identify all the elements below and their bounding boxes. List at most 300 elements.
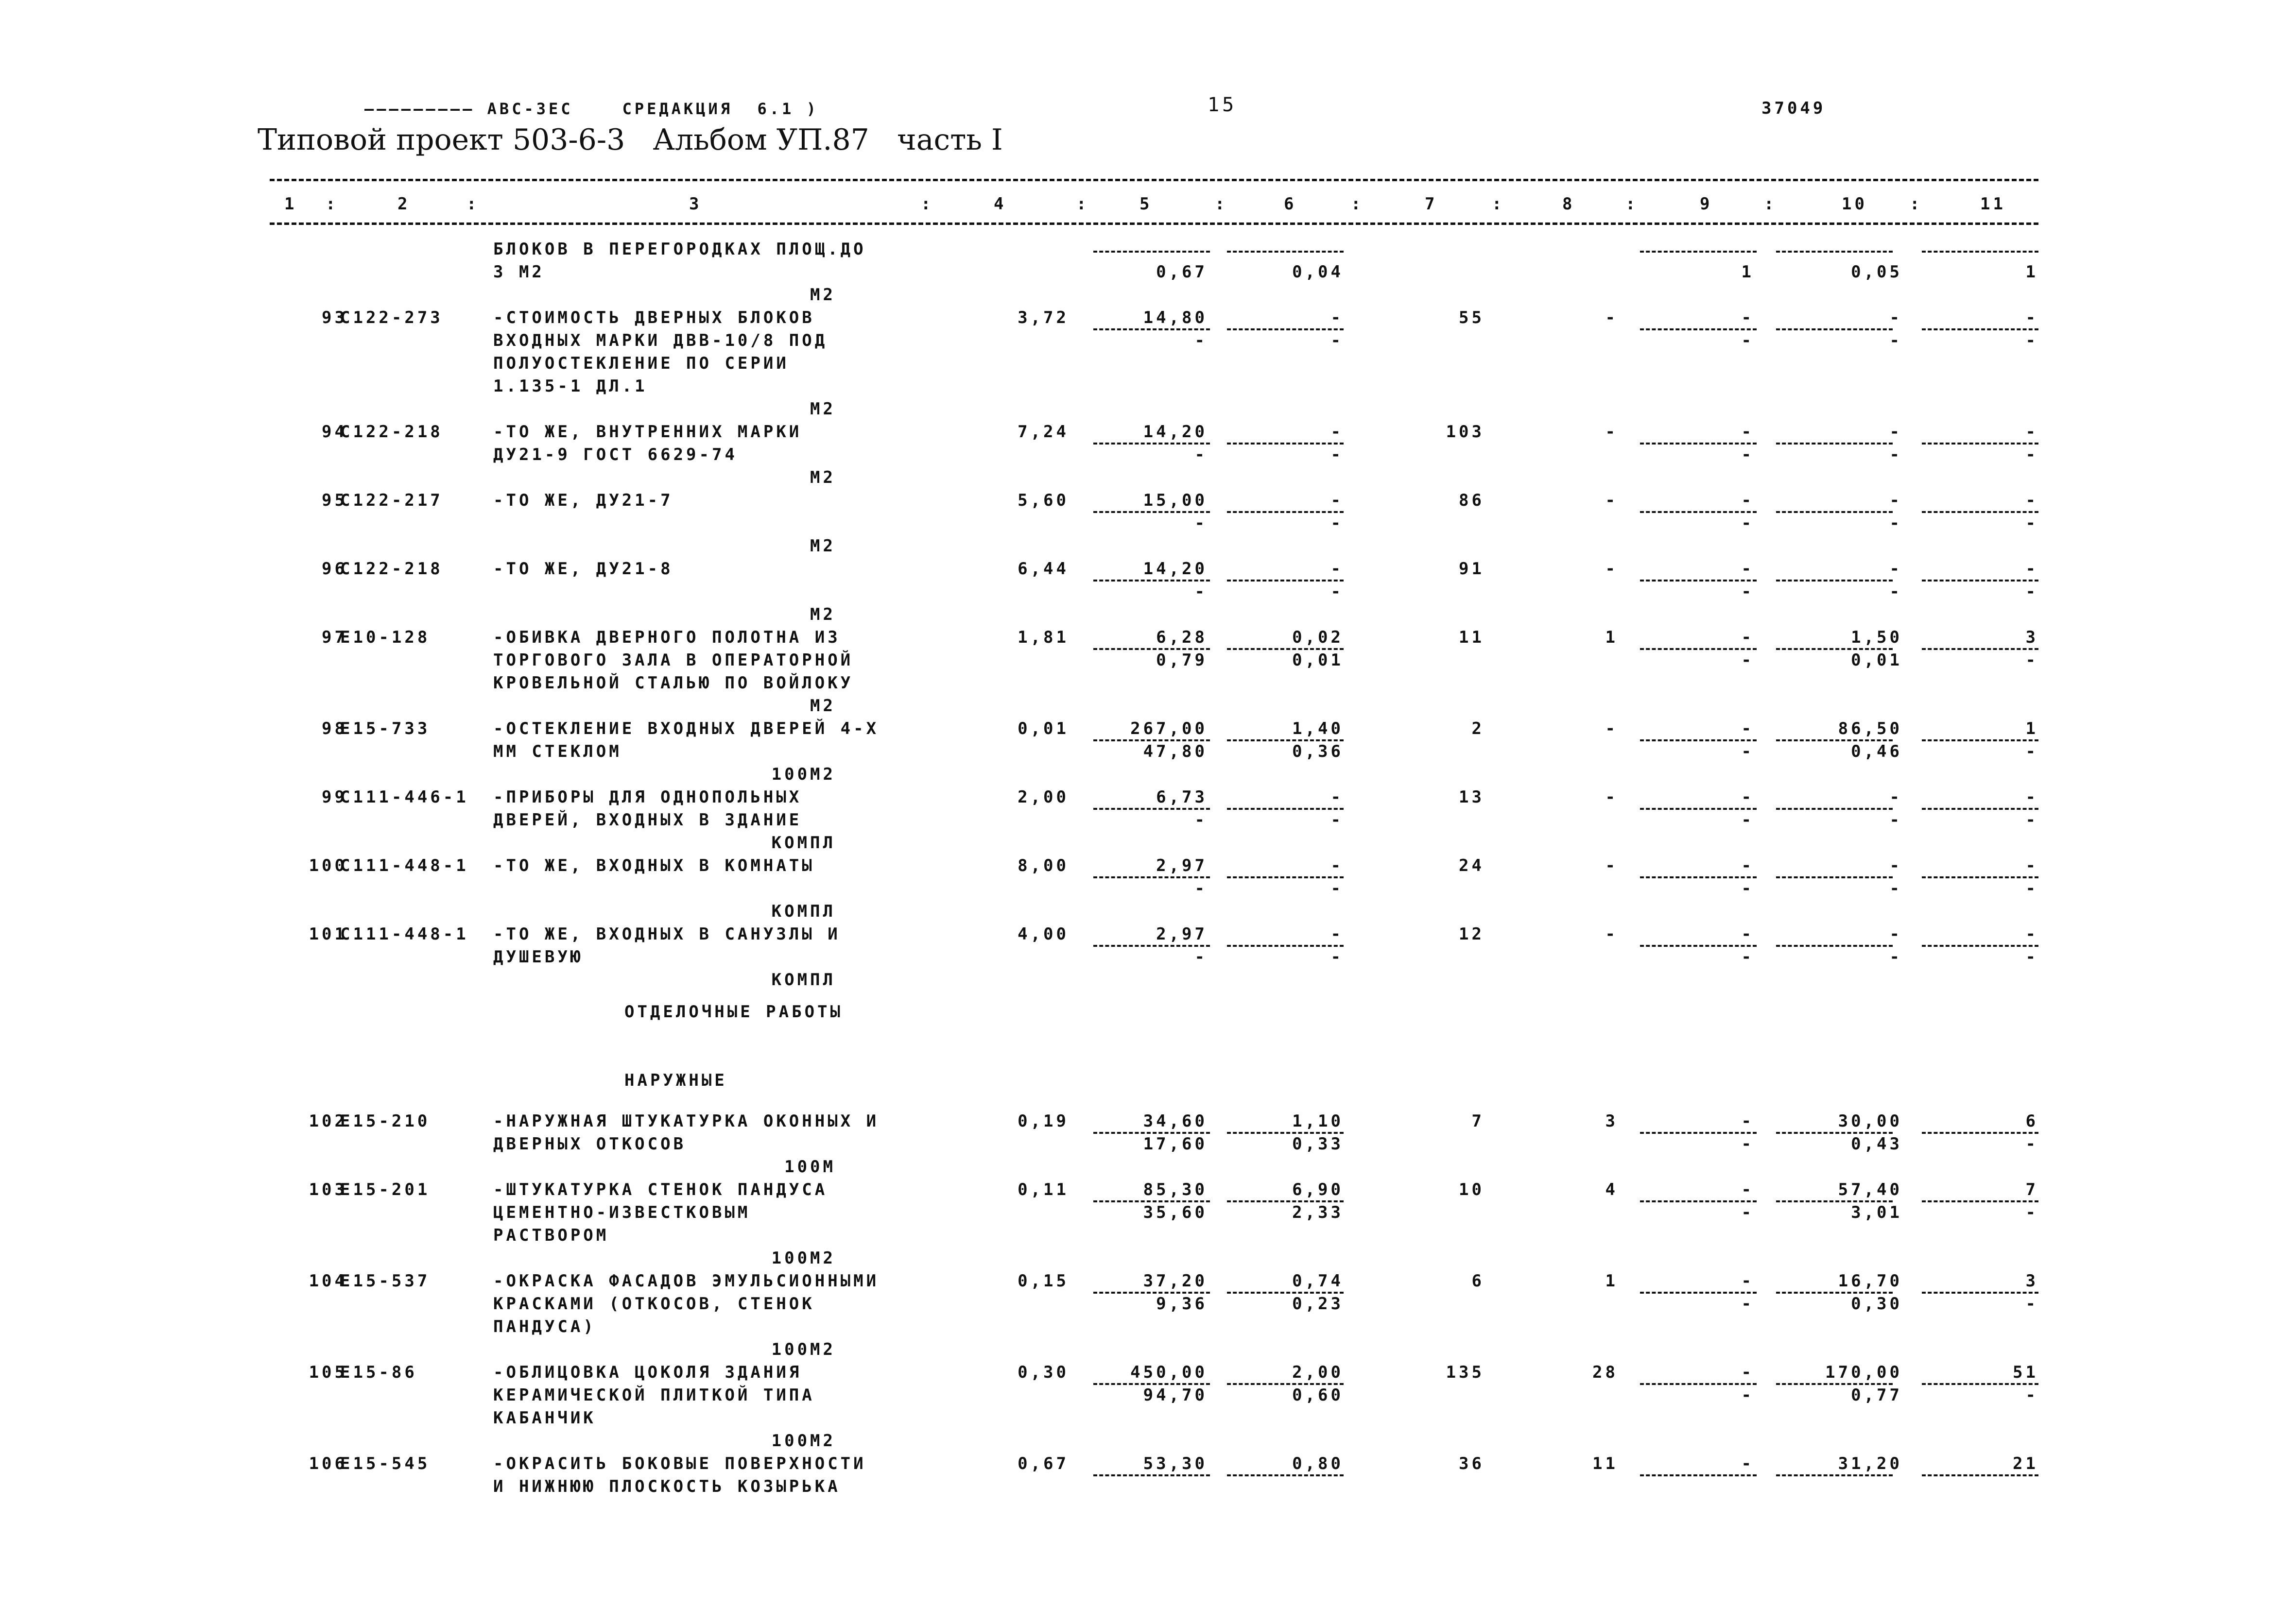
- cell-c10: -: [1889, 308, 1902, 327]
- column-header-3: 3: [689, 194, 702, 214]
- section-title: ОТДЕЛОЧНЫЕ РАБОТЫ: [624, 1002, 843, 1022]
- subtotal-rule: [1776, 1474, 1893, 1476]
- cell-c6-second: -: [1330, 810, 1344, 830]
- cell-c9-second: -: [1741, 1294, 1754, 1314]
- cell-c7: 2: [1471, 719, 1485, 738]
- cell-c7: 135: [1446, 1363, 1485, 1383]
- subtotal-rule: [1922, 876, 2038, 878]
- cell-c5-second: 17,60: [1143, 1134, 1208, 1154]
- cell-c11-second: -: [2025, 1294, 2038, 1314]
- subtotal-rule: [1093, 808, 1210, 810]
- column-header-4: 4: [994, 194, 1007, 214]
- cell-c11-second: -: [2025, 1134, 2038, 1154]
- rate-code: С122-273: [340, 308, 443, 327]
- subtotal-rule: [1227, 580, 1344, 581]
- cell-c5: 267,00: [1130, 719, 1208, 738]
- cell-c6-second: 0,60: [1292, 1385, 1344, 1405]
- cell-c10: -: [1889, 856, 1902, 875]
- cell-c6-second: 2,33: [1292, 1203, 1344, 1223]
- cell-c8: -: [1605, 308, 1618, 327]
- cell-c10: 31,20: [1838, 1454, 1902, 1474]
- cell-c11-second: -: [2025, 513, 2038, 533]
- project-title: Типовой проект 503-6-3 Альбом УП.87 часть I: [258, 123, 1003, 157]
- subtotal-rule: [1227, 1292, 1344, 1294]
- cell-c8: 28: [1592, 1363, 1618, 1383]
- cell-c5-second: -: [1194, 810, 1208, 830]
- work-description: -ТО ЖЕ, ДУ21-8: [493, 559, 673, 579]
- column-separator: :: [326, 194, 339, 214]
- subtotal-rule: [1922, 1132, 2038, 1134]
- cell-c5-second: 9,36: [1156, 1294, 1208, 1314]
- work-description: ПОЛУОСТЕКЛЕНИЕ ПО СЕРИИ: [493, 354, 789, 373]
- cell-c8: -: [1605, 856, 1618, 875]
- subtotal-rule: [1093, 251, 1210, 253]
- cell-c10: -: [1889, 559, 1902, 579]
- subtotal-rule: [1093, 580, 1210, 581]
- cell-c4: 1,81: [1018, 628, 1069, 647]
- cell-c9: -: [1741, 491, 1754, 510]
- cell-c6: -: [1330, 491, 1344, 510]
- work-description: И НИЖНЮЮ ПЛОСКОСТЬ КОЗЫРЬКА: [493, 1477, 841, 1497]
- cell-c9-second: -: [1741, 879, 1754, 898]
- cell-c7: 24: [1459, 856, 1485, 875]
- cell-c5-second: -: [1194, 879, 1208, 898]
- cell-c11: 21: [2013, 1454, 2038, 1474]
- column-separator: :: [1492, 194, 1505, 214]
- cell-c10: -: [1889, 787, 1902, 807]
- cell-c4: 8,00: [1018, 856, 1069, 875]
- work-description: -ШТУКАТУРКА СТЕНОК ПАНДУСА: [493, 1180, 828, 1200]
- column-separator: :: [1351, 194, 1364, 214]
- cell-c4: 3,72: [1018, 308, 1069, 327]
- cell-c7: 12: [1459, 924, 1485, 944]
- subtotal-rule: [1093, 1292, 1210, 1294]
- work-description: ДВЕРНЫХ ОТКОСОВ: [493, 1134, 687, 1154]
- cell-c5-second: 47,80: [1143, 742, 1208, 761]
- cell-c8: 1: [1605, 628, 1618, 647]
- cell-c9-second: -: [1741, 650, 1754, 670]
- cell-c4: 0,15: [1018, 1271, 1069, 1291]
- row-number: 98: [322, 719, 347, 738]
- cell-c9-second: -: [1741, 331, 1754, 350]
- subtotal-rule: [1227, 876, 1344, 878]
- cell-c11-second: -: [2025, 742, 2038, 761]
- subtotal-rule: [1776, 648, 1893, 650]
- unit: 100М2: [771, 1340, 836, 1360]
- row-number: 106: [309, 1454, 347, 1474]
- cell-c9-second: -: [1741, 445, 1754, 464]
- rate-code: С122-218: [340, 559, 443, 579]
- work-description: РАСТВОРОМ: [493, 1226, 609, 1246]
- row-number: 105: [309, 1363, 347, 1383]
- work-description: ЦЕМЕНТНО-ИЗВЕСТКОВЫМ: [493, 1203, 751, 1223]
- column-header-2: 2: [397, 194, 411, 214]
- cell-c5: 14,80: [1143, 308, 1208, 327]
- cell-c9: -: [1741, 422, 1754, 442]
- cell-c9-second: -: [1741, 513, 1754, 533]
- column-header-6: 6: [1284, 194, 1297, 214]
- subtotal-rule: [1093, 1132, 1210, 1134]
- cell-c5: 450,00: [1130, 1363, 1208, 1383]
- subtotal-rule: [1227, 511, 1344, 513]
- work-description: ДУ21-9 ГОСТ 6629-74: [493, 445, 738, 464]
- subtotal-rule: [1093, 945, 1210, 947]
- subtotal-rule: [1640, 1132, 1757, 1134]
- subtotal-rule: [1776, 808, 1893, 810]
- cell-c9: -: [1741, 719, 1754, 738]
- subtotal-rule: [1227, 1383, 1344, 1385]
- cell-c10: -: [1889, 422, 1902, 442]
- subtotal-rule: [1227, 648, 1344, 650]
- cell-c9: -: [1741, 1454, 1754, 1474]
- subtotal-rule: [1640, 511, 1757, 513]
- cell-c4: 0,01: [1018, 719, 1069, 738]
- cell-c10: 57,40: [1838, 1180, 1902, 1200]
- column-separator: :: [1910, 194, 1923, 214]
- cell-c4: 2,00: [1018, 787, 1069, 807]
- table-top-rule: [270, 179, 2038, 181]
- row-number: 103: [309, 1180, 347, 1200]
- subtotal-rule: [1227, 1200, 1344, 1202]
- subtotal-rule: [1776, 945, 1893, 947]
- cell-c11-second: -: [2025, 331, 2038, 350]
- column-header-8: 8: [1562, 194, 1575, 214]
- subtotal-rule: [1922, 1292, 2038, 1294]
- subtotal-rule: [1640, 1292, 1757, 1294]
- cell-c10-second: -: [1889, 810, 1902, 830]
- cell-c10-second: 0,30: [1851, 1294, 1902, 1314]
- cell-col10: 0,05: [1851, 262, 1902, 282]
- cell-c6: 1,40: [1292, 719, 1344, 738]
- cell-col11: 1: [2025, 262, 2038, 282]
- cell-c8: -: [1605, 787, 1618, 807]
- subtotal-rule: [1227, 328, 1344, 330]
- cell-c4: 7,24: [1018, 422, 1069, 442]
- cell-c9-second: -: [1741, 810, 1754, 830]
- cell-c11: 3: [2025, 628, 2038, 647]
- work-description: -НАРУЖНАЯ ШТУКАТУРКА ОКОННЫХ И: [493, 1111, 880, 1131]
- rate-code: Е15-545: [340, 1454, 431, 1474]
- cell-c6: 6,90: [1292, 1180, 1344, 1200]
- cell-c11: -: [2025, 787, 2038, 807]
- subtotal-rule: [1922, 739, 2038, 741]
- unit: М2: [810, 536, 836, 556]
- work-description: -ОКРАСИТЬ БОКОВЫЕ ПОВЕРХНОСТИ: [493, 1454, 866, 1474]
- cell-c6-second: -: [1330, 879, 1344, 898]
- carryover-description: БЛОКОВ В ПЕРЕГОРОДКАХ ПЛОЩ.ДО: [493, 239, 866, 259]
- unit: 100М: [784, 1157, 836, 1177]
- column-separator: :: [921, 194, 934, 214]
- work-description: ВХОДНЫХ МАРКИ ДВВ-10/8 ПОД: [493, 331, 828, 350]
- row-number: 96: [322, 559, 347, 579]
- work-description: -ОБЛИЦОВКА ЦОКОЛЯ ЗДАНИЯ: [493, 1363, 802, 1383]
- cell-c10: -: [1889, 491, 1902, 510]
- subtotal-rule: [1640, 808, 1757, 810]
- cell-c4: 0,11: [1018, 1180, 1069, 1200]
- column-separator: :: [1215, 194, 1228, 214]
- subtotal-rule: [1227, 1132, 1344, 1134]
- cell-c11-second: -: [2025, 810, 2038, 830]
- cell-c11-second: -: [2025, 1385, 2038, 1405]
- carryover-description: 3 М2: [493, 262, 545, 282]
- cell-c5: 14,20: [1143, 422, 1208, 442]
- subtotal-rule: [1922, 580, 2038, 581]
- subtotal-rule: [1640, 648, 1757, 650]
- cell-c6-second: -: [1330, 582, 1344, 601]
- work-description: 1.135-1 ДЛ.1: [493, 376, 648, 396]
- cell-c8: -: [1605, 719, 1618, 738]
- cell-c4: 0,30: [1018, 1363, 1069, 1383]
- subtotal-rule: [1776, 1132, 1893, 1134]
- cell-c11-second: -: [2025, 445, 2038, 464]
- column-header-5: 5: [1139, 194, 1153, 214]
- column-header-1: 1: [284, 194, 297, 214]
- cell-c10-second: -: [1889, 582, 1902, 601]
- work-description: КЕРАМИЧЕСКОЙ ПЛИТКОЙ ТИПА: [493, 1385, 815, 1405]
- subtotal-rule: [1922, 648, 2038, 650]
- cell-col9: 1: [1741, 262, 1754, 282]
- subtotal-rule: [1776, 1292, 1893, 1294]
- subtotal-rule: [1093, 443, 1210, 444]
- cell-c11: 6: [2025, 1111, 2038, 1131]
- subtotal-rule: [1640, 443, 1757, 444]
- row-number: 104: [309, 1271, 347, 1291]
- subtotal-rule: [1640, 876, 1757, 878]
- work-description: ДВЕРЕЙ, ВХОДНЫХ В ЗДАНИЕ: [493, 810, 802, 830]
- subtotal-rule: [1640, 1474, 1757, 1476]
- row-number: 93: [322, 308, 347, 327]
- cell-c10: 170,00: [1825, 1363, 1902, 1383]
- work-description: -ОБИВКА ДВЕРНОГО ПОЛОТНА ИЗ: [493, 628, 841, 647]
- cell-c9: -: [1741, 1271, 1754, 1291]
- cell-c11-second: -: [2025, 947, 2038, 967]
- rate-code: С111-448-1: [340, 856, 469, 875]
- cell-c6: 0,74: [1292, 1271, 1344, 1291]
- subtotal-rule: [1776, 1200, 1893, 1202]
- rate-code: С122-218: [340, 422, 443, 442]
- cell-c11: -: [2025, 924, 2038, 944]
- subtotal-rule: [1093, 1383, 1210, 1385]
- subtotal-rule: [1093, 1200, 1210, 1202]
- subtotal-rule: [1922, 808, 2038, 810]
- cell-c11-second: -: [2025, 879, 2038, 898]
- subtotal-rule: [1093, 328, 1210, 330]
- column-header-7: 7: [1425, 194, 1438, 214]
- subtotal-rule: [1776, 511, 1893, 513]
- subtotal-rule: [1227, 443, 1344, 444]
- cell-c9: -: [1741, 1180, 1754, 1200]
- cell-c8: -: [1605, 422, 1618, 442]
- cell-c6-second: -: [1330, 513, 1344, 533]
- cell-c9: -: [1741, 924, 1754, 944]
- cell-c6: 0,80: [1292, 1454, 1344, 1474]
- subtotal-rule: [1640, 1383, 1757, 1385]
- subtotal-rule: [1776, 328, 1893, 330]
- subtotal-rule: [1227, 739, 1344, 741]
- cell-c11: 7: [2025, 1180, 2038, 1200]
- cell-c5: 37,20: [1143, 1271, 1208, 1291]
- cell-c6-second: 0,36: [1292, 742, 1344, 761]
- cell-c11: 51: [2013, 1363, 2038, 1383]
- rate-code: Е15-537: [340, 1271, 431, 1291]
- subtotal-rule: [1093, 876, 1210, 878]
- row-number: 101: [309, 924, 347, 944]
- rate-code: С111-446-1: [340, 787, 469, 807]
- cell-c6: -: [1330, 308, 1344, 327]
- work-description: КАБАНЧИК: [493, 1408, 596, 1428]
- cell-c10-second: 0,01: [1851, 650, 1902, 670]
- cell-c5: 34,60: [1143, 1111, 1208, 1131]
- subtotal-rule: [1640, 580, 1757, 581]
- cell-c9-second: -: [1741, 1385, 1754, 1405]
- subtotal-rule: [1093, 739, 1210, 741]
- cell-c9-second: -: [1741, 1203, 1754, 1223]
- column-header-9: 9: [1700, 194, 1713, 214]
- cell-c9-second: -: [1741, 1134, 1754, 1154]
- cell-c5-second: 35,60: [1143, 1203, 1208, 1223]
- cell-c10-second: -: [1889, 513, 1902, 533]
- row-number: 97: [322, 628, 347, 647]
- unit: КОМПЛ: [771, 970, 836, 990]
- cell-c11: 1: [2025, 719, 2038, 738]
- row-number: 102: [309, 1111, 347, 1131]
- unit: 100М2: [771, 1431, 836, 1451]
- cell-c4: 4,00: [1018, 924, 1069, 944]
- cell-c5: 2,97: [1156, 856, 1208, 875]
- cell-c11: -: [2025, 491, 2038, 510]
- cell-c9: -: [1741, 856, 1754, 875]
- cell-c11-second: -: [2025, 650, 2038, 670]
- work-description: КРОВЕЛЬНОЙ СТАЛЬЮ ПО ВОЙЛОКУ: [493, 673, 854, 693]
- cell-c6-second: -: [1330, 331, 1344, 350]
- subtotal-rule: [1093, 1474, 1210, 1476]
- subtotal-rule: [1922, 328, 2038, 330]
- subtotal-rule: [1776, 251, 1893, 253]
- cell-c7: 103: [1446, 422, 1485, 442]
- cell-c11-second: -: [2025, 1203, 2038, 1223]
- subtotal-rule: [1227, 945, 1344, 947]
- unit: 100М2: [771, 1248, 836, 1268]
- cell-c8: 11: [1592, 1454, 1618, 1474]
- cell-c10-second: 0,77: [1851, 1385, 1902, 1405]
- unit: М2: [810, 696, 836, 716]
- cell-c4: 0,19: [1018, 1111, 1069, 1131]
- row-number: 94: [322, 422, 347, 442]
- subtotal-rule: [1640, 739, 1757, 741]
- cell-col6: 0,04: [1292, 262, 1344, 282]
- cell-col5: 0,67: [1156, 262, 1208, 282]
- cell-c5-second: 94,70: [1143, 1385, 1208, 1405]
- cell-c4: 0,67: [1018, 1454, 1069, 1474]
- unit: М2: [810, 468, 836, 487]
- subtotal-rule: [1776, 1383, 1893, 1385]
- work-description: КРАСКАМИ (ОТКОСОВ, СТЕНОК: [493, 1294, 815, 1314]
- cell-c5-second: 0,79: [1156, 650, 1208, 670]
- cell-c8: 4: [1605, 1180, 1618, 1200]
- rate-code: Е15-201: [340, 1180, 431, 1200]
- cell-c6-second: 0,01: [1292, 650, 1344, 670]
- cell-c9-second: -: [1741, 947, 1754, 967]
- cell-c6-second: 0,23: [1292, 1294, 1344, 1314]
- column-separator: :: [466, 194, 480, 214]
- subtotal-rule: [1922, 1200, 2038, 1202]
- cell-c6: -: [1330, 924, 1344, 944]
- subtotal-rule: [1922, 251, 2038, 253]
- work-description: -ТО ЖЕ, ДУ21-7: [493, 491, 673, 510]
- column-separator: :: [1625, 194, 1639, 214]
- cell-c8: 1: [1605, 1271, 1618, 1291]
- subtotal-rule: [1922, 945, 2038, 947]
- cell-c7: 13: [1459, 787, 1485, 807]
- cell-c7: 6: [1471, 1271, 1485, 1291]
- subtotal-rule: [1227, 1474, 1344, 1476]
- cell-c9: -: [1741, 1363, 1754, 1383]
- cell-c5: 6,73: [1156, 787, 1208, 807]
- rate-code: Е10-128: [340, 628, 431, 647]
- cell-c9: -: [1741, 559, 1754, 579]
- unit: КОМПЛ: [771, 902, 836, 921]
- cell-c6: -: [1330, 856, 1344, 875]
- header-top-left: ————————— АВС-3ЕС СРЕДАКЦИЯ 6.1 ): [364, 100, 819, 118]
- cell-c7: 7: [1471, 1111, 1485, 1131]
- work-description: -ОКРАСКА ФАСАДОВ ЭМУЛЬСИОННЫМИ: [493, 1271, 880, 1291]
- subtotal-rule: [1640, 945, 1757, 947]
- cell-c11: -: [2025, 856, 2038, 875]
- cell-c5-second: -: [1194, 331, 1208, 350]
- work-description: -ТО ЖЕ, ВНУТРЕННИХ МАРКИ: [493, 422, 802, 442]
- cell-c5: 2,97: [1156, 924, 1208, 944]
- column-header-11: 11: [1980, 194, 2006, 214]
- cell-c6-second: -: [1330, 445, 1344, 464]
- cell-c10-second: -: [1889, 879, 1902, 898]
- cell-c6-second: -: [1330, 947, 1344, 967]
- cell-c7: 10: [1459, 1180, 1485, 1200]
- cell-c9: -: [1741, 308, 1754, 327]
- work-description: -ТО ЖЕ, ВХОДНЫХ В САНУЗЛЫ И: [493, 924, 841, 944]
- cell-c11: -: [2025, 308, 2038, 327]
- cell-c8: -: [1605, 491, 1618, 510]
- cell-c10-second: 0,43: [1851, 1134, 1902, 1154]
- unit: 100М2: [771, 765, 836, 784]
- cell-c10-second: -: [1889, 947, 1902, 967]
- subtotal-rule: [1640, 1200, 1757, 1202]
- cell-c10: 1,50: [1851, 628, 1902, 647]
- subtotal-rule: [1776, 580, 1893, 581]
- column-separator: :: [1764, 194, 1777, 214]
- subtotal-rule: [1776, 876, 1893, 878]
- cell-c7: 11: [1459, 628, 1485, 647]
- cell-c10-second: -: [1889, 331, 1902, 350]
- subtotal-rule: [1922, 511, 2038, 513]
- cell-c10-second: 3,01: [1851, 1203, 1902, 1223]
- cell-c10: 16,70: [1838, 1271, 1902, 1291]
- rate-code: Е15-733: [340, 719, 431, 738]
- cell-c6: 2,00: [1292, 1363, 1344, 1383]
- cell-c9: -: [1741, 787, 1754, 807]
- cell-c10: 30,00: [1838, 1111, 1902, 1131]
- cell-c10: -: [1889, 924, 1902, 944]
- cell-c6: 0,02: [1292, 628, 1344, 647]
- cell-c6: -: [1330, 787, 1344, 807]
- cell-c9-second: -: [1741, 582, 1754, 601]
- cell-c7: 55: [1459, 308, 1485, 327]
- subtotal-rule: [1227, 808, 1344, 810]
- unit: М2: [810, 285, 836, 305]
- subtotal-rule: [1093, 648, 1210, 650]
- unit: М2: [810, 605, 836, 624]
- cell-c11: 3: [2025, 1271, 2038, 1291]
- unit: М2: [810, 399, 836, 419]
